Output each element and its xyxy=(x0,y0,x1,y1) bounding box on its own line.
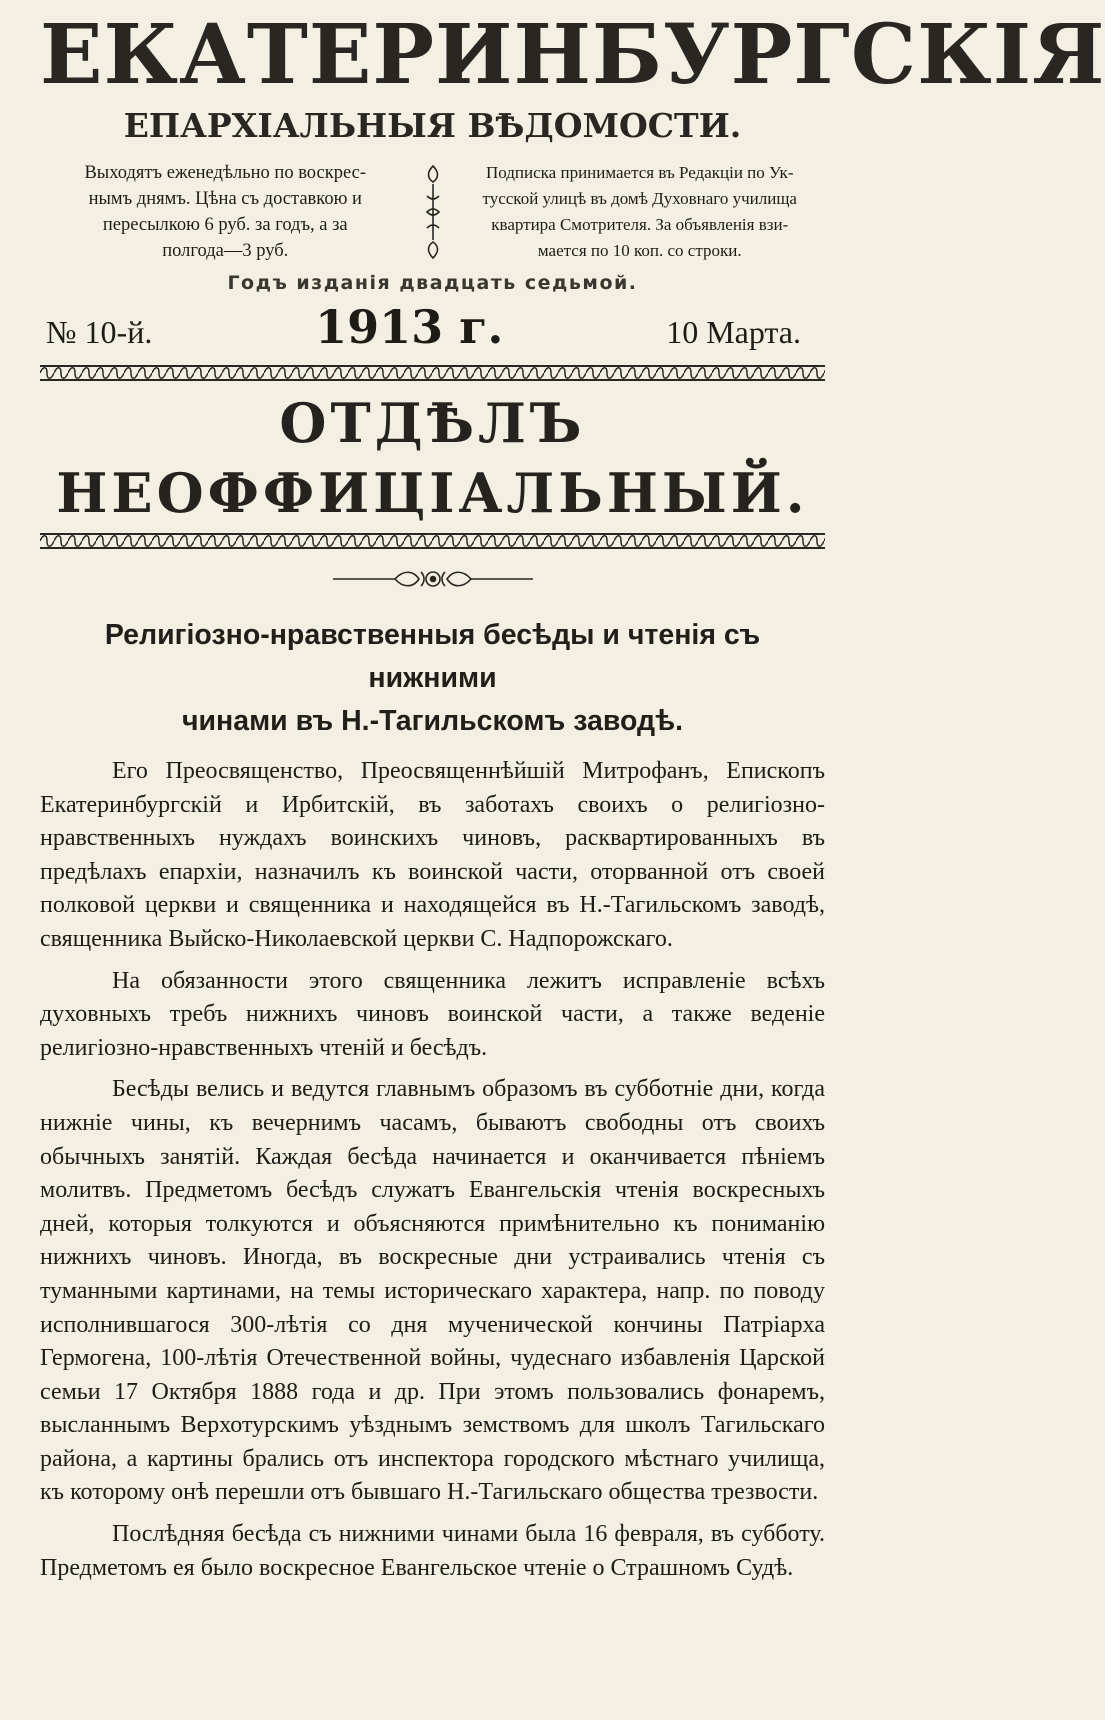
masthead-title: ЕКАТЕРИНБУРГСКІЯ xyxy=(40,7,1105,103)
masthead-subtitle: ЕПАРХІАЛЬНЫЯ ВѢДОМОСТИ. xyxy=(123,106,742,145)
article-title xyxy=(40,614,825,743)
subscription-terms-line: нымъ днямъ. Цѣна съ доставкою и xyxy=(88,189,362,209)
divider-ornament-icon xyxy=(40,566,825,592)
article-paragraph: Бесѣды велись и ведутся главнымъ образомъ въ субботніе дни, когда нижніе чины, къ вечернимъ часамъ, бываютъ свободны отъ своихъ обычныхъ занятій. Каждая бесѣда начинается и оканчивается пѣніемъ молитвъ. Предметомъ бесѣдъ служатъ Евангельскія чтенія воскресныхъ дней, которыя толкуются и объясняются примѣнительно къ пониманію нижнихъ чиновъ. Иногда, въ воскресные дни устраивались чтенія съ туманными картинами, на темы историческаго характера, напр. по поводу исполнившагося 300-лѣтія со дня мученической кончины Патріарха Гермогена, 100-лѣтія Отечественной войны, чудеснаго избавленія Царской семьи 17 Октября 1888 года и др. При этомъ пользовались фонаремъ, высланнымъ Верхотурскимъ уѣзднымъ земствомъ для школъ Тагильскаго района, а картины брались отъ инспектора городского мѣстнаго училища, къ которому онѣ перешли отъ бывшаго Н.-Тагильскаго общества трезвости. xyxy=(40,1076,825,1506)
issue-number: № 10-й. xyxy=(46,314,153,350)
subscription-address xyxy=(455,160,826,264)
subscription-address-line: квартира Смотрителя. За объявленія взи- xyxy=(491,215,789,234)
article-paragraph: Послѣдняя бесѣда съ нижними чинами была 16 февраля, въ субботу. Предметомъ ея было воскресное Евангельское чтеніе о Страшномъ Судѣ. xyxy=(40,1521,825,1581)
subscription-info xyxy=(40,160,825,264)
subscription-terms-line: полгода—3 руб. xyxy=(162,241,289,261)
subscription-address-line: Подписка принимается въ Редакціи по Ук- xyxy=(486,163,794,182)
subscription-terms-line: Выходятъ еженедѣльно по воскрес- xyxy=(84,163,367,183)
issue-year: 1913 г. xyxy=(315,300,504,354)
subscription-address-line: мается по 10 коп. со строки. xyxy=(537,241,742,260)
issue-date: 10 Марта. xyxy=(666,314,801,350)
subscription-address-line: тусской улицѣ въ домѣ Духовнаго училища xyxy=(482,189,797,208)
article-title-line: Религіозно-нравственныя бесѣды и чтенія съ нижними xyxy=(104,619,761,694)
issue-line xyxy=(40,300,825,354)
article-paragraph: На обязанности этого священника лежитъ исправленіе всѣхъ духовныхъ требъ нижнихъ чиновъ воинской части, а также веденіе религіозно-нравственныхъ чтеній и бесѣдъ. xyxy=(40,967,825,1061)
ornamental-border-bottom xyxy=(40,532,825,550)
subscription-terms-line: пересылкою 6 руб. за годъ, а за xyxy=(102,215,348,235)
vertical-ornament-icon xyxy=(411,160,455,264)
ornamental-border-top xyxy=(40,364,825,382)
section-title: ОТДѢЛЪ НЕОФФИЦІАЛЬНЫЙ. xyxy=(56,391,809,525)
article-paragraph: Его Преосвященство, Преосвященнѣйшій Митрофанъ, Епископъ Екатеринбургскій и Ирбитскій, въ заботахъ своихъ о религіозно-нравственныхъ нуждахъ воинскихъ чиновъ, расквартированныхъ въ предѣлахъ епархіи, назначилъ къ воинской части, оторванной отъ своей полковой церкви и священника и находящейся въ Н.-Тагильскомъ заводѣ, священника Выйско-Николаевской церкви С. Надпорожскаго. xyxy=(40,758,825,952)
article-body xyxy=(40,755,825,1585)
article-title-line: чинами въ Н.-Тагильскомъ заводѣ. xyxy=(181,705,684,737)
subscription-terms xyxy=(40,160,411,264)
year-of-publication: Годъ изданія двадцать седьмой. xyxy=(227,272,638,294)
